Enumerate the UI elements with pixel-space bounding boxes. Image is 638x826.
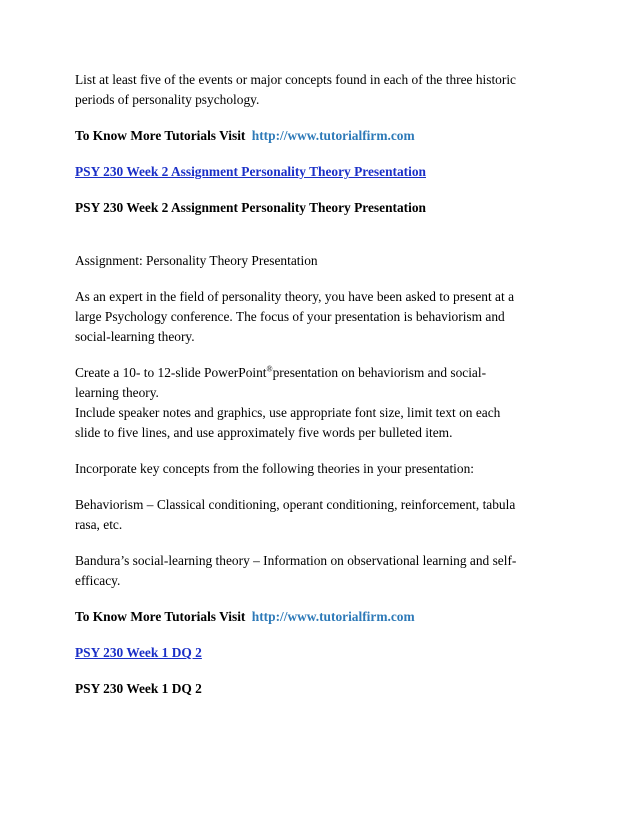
assignment-title: Assignment: Personality Theory Presentation <box>75 253 318 268</box>
expert-paragraph <box>75 287 570 347</box>
week1-heading: PSY 230 Week 1 DQ 2 <box>75 681 202 696</box>
tutorial-url-link[interactable]: http://www.tutorialfirm.com <box>251 128 415 143</box>
week2-assignment-link[interactable]: PSY 230 Week 2 Assignment Personality Theory Presentation <box>75 164 427 179</box>
bandura-line-2: efficacy. <box>75 573 121 588</box>
create-line-3: Include speaker notes and graphics, use appropriate font size, limit text on each <box>75 405 501 420</box>
tutorial-url-link[interactable]: http://www.tutorialfirm.com <box>251 609 415 624</box>
tutorial-promo-label: To Know More Tutorials Visit <box>75 609 246 624</box>
create-line-2: learning theory. <box>75 385 159 400</box>
incorporate-paragraph: Incorporate key concepts from the following theories in your presentation: <box>75 461 474 476</box>
tutorial-promo-label: To Know More Tutorials Visit <box>75 128 246 143</box>
behaviorism-line-2: rasa, etc. <box>75 517 123 532</box>
create-paragraph <box>75 363 570 443</box>
tutorial-promo-2 <box>75 607 570 627</box>
intro-paragraph <box>75 70 570 110</box>
bandura-line-1: Bandura’s social-learning theory – Information on observational learning and self- <box>75 553 517 568</box>
registered-mark: ® <box>266 364 273 374</box>
document-page <box>75 70 570 699</box>
tutorial-promo-1 <box>75 126 570 146</box>
week2-link-paragraph <box>75 162 570 182</box>
create-line-4: slide to five lines, and use approximately five words per bulleted item. <box>75 425 453 440</box>
intro-line-2: periods of personality psychology. <box>75 92 260 107</box>
create-line-1a: Create a 10- to 12-slide PowerPoint <box>75 365 267 380</box>
week2-heading: PSY 230 Week 2 Assignment Personality Theory Presentation <box>75 200 427 215</box>
expert-line-2: large Psychology conference. The focus of your presentation is behaviorism and <box>75 309 505 324</box>
expert-line-1: As an expert in the field of personality theory, you have been asked to present at a <box>75 289 515 304</box>
week1-dq-link[interactable]: PSY 230 Week 1 DQ 2 <box>75 645 202 660</box>
create-line-1b: presentation on behaviorism and social- <box>272 365 487 380</box>
week1-link-paragraph <box>75 643 570 663</box>
behaviorism-paragraph <box>75 495 570 535</box>
intro-line-1: List at least five of the events or major concepts found in each of the three historic <box>75 72 516 87</box>
expert-line-3: social-learning theory. <box>75 329 195 344</box>
behaviorism-line-1: Behaviorism – Classical conditioning, operant conditioning, reinforcement, tabula <box>75 497 516 512</box>
bandura-paragraph <box>75 551 570 591</box>
